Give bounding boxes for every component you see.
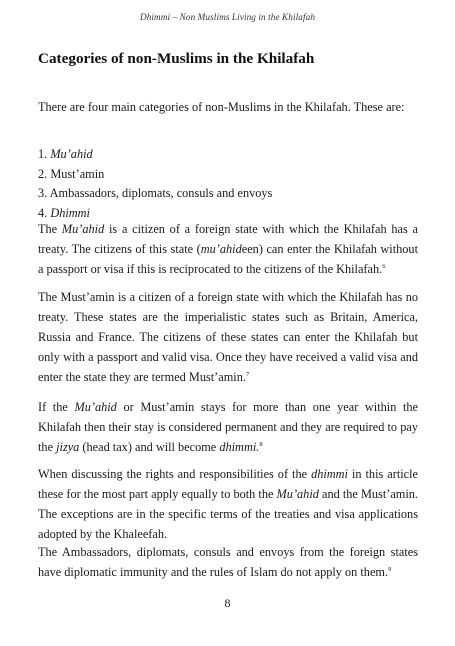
section-title: Categories of non-Muslims in the Khilafah (38, 50, 315, 67)
list-text: Dhimmi (50, 205, 90, 220)
list-number: 3. (38, 186, 48, 200)
list-number: 1. (38, 147, 48, 161)
running-header: Dhimmi – Non Muslims Living in the Khilafah (139, 12, 316, 22)
list-text: Ambassadors, diplomats, consuls and envoys (49, 186, 273, 200)
list-text: Must’amin (50, 166, 105, 181)
paragraph-ambassadors: The Ambassadors, diplomats, consuls and envoys from the foreign states have diplomatic immunity and the rules of Islam do not apply on them.$^9$ (38, 545, 418, 579)
list-number: 4. (38, 205, 48, 220)
paragraph-mustamin: The Must’amin is a citizen of a foreign state with which the Khilafah has no treaty. These states are the imperialistic states such as Britain, America, Russia and France. The citizens of these states can enter the Khilafah but only with a passport and valid visa. Once they have received a valid visa and enter the state they are termed Must’amin.$^7$ (38, 290, 418, 384)
list-item (38, 184, 418, 204)
paragraph-muahid: The Mu’ahid is a citizen of a foreign state with which the Khilafah has a treaty. The citizens of this state (mu’ahideen) can enter the Khilafah without a passport or visa if this is reciprocated to the citizens of the Khilafah.$^6$ (38, 222, 418, 276)
footnote-marker: 9 (388, 566, 392, 573)
categories-list (38, 145, 418, 223)
list-text: Mu’ahid (50, 147, 93, 161)
list-item (38, 145, 418, 165)
list-item (38, 165, 418, 185)
page-number: 8 (224, 596, 231, 610)
intro-paragraph: There are four main categories of non-Muslims in the Khilafah. These are: (38, 100, 405, 114)
paragraph-permanent-stay: If the Mu’ahid or Must’amin stays for more than one year within the Khilafah then their stay is considered permanent and they are required to pay the jizya (head tax) and will become dhimmi.$^8$ (38, 400, 418, 454)
footnote-marker: 6 (382, 263, 386, 270)
footnote-marker: 7 (245, 371, 250, 378)
paragraph-rights: When discussing the rights and responsibilities of the dhimmi in this article these for the most part apply equally to both the Mu’ahid and the Must’amin. The exceptions are in the specific terms of the treaties and visa applications adopted by the Khaleefah. (38, 467, 418, 541)
list-number: 2. (38, 166, 48, 181)
footnote-marker: 8 (259, 441, 263, 448)
